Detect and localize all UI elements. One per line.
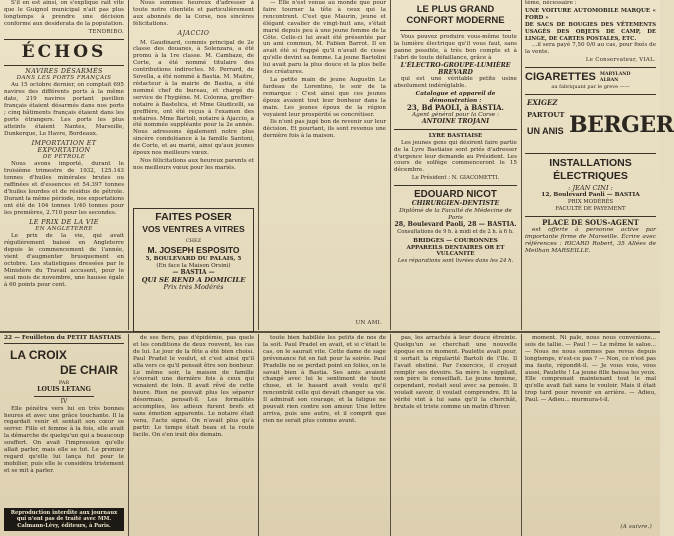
advert-headline: CONFORT MODERNE	[406, 15, 505, 26]
column-rule	[390, 0, 391, 330]
article-text: UNE VOITURE AUTOMOBILE MARQUE « FORD »	[525, 7, 656, 21]
article-text: S'il en est ainsi, on s'explique rait vite que le Guignol municipal n'ait pas plus longtemps à prendre une décision conforme aux desiderata de la population.	[4, 0, 124, 27]
article-text: Ils n'ont pas jugé bon de revenir sur leur décision. Et pourtant, ils sont revenus une dernière fois à la maison.	[263, 119, 386, 140]
column-5	[525, 0, 674, 330]
to-be-continued: (A suivre.)	[620, 524, 652, 531]
article-text: Les jeunes gens qui désirent faire partie de la Lyre Bastiaise sont priés d'adresser d'urgence leur demande au Président. Les cours de solfège commenceront le 15 décembre.	[394, 139, 517, 174]
advert-text: qui est une véritable petite usine absolument indéréglable.	[394, 76, 517, 90]
advert-text: QUI SE REND A DOMICILE	[141, 275, 246, 284]
signature: Le Conservateur, VIAL.	[585, 57, 656, 64]
advert-text: Agent général pour la Corse :	[411, 111, 500, 118]
column-1	[4, 0, 124, 330]
advert-text: Diplômé de la Faculté de Médecine de Paris	[399, 208, 512, 221]
divider	[34, 396, 94, 397]
advert-headline: FAITES POSER	[155, 211, 232, 223]
advert-text: Vous pouvez produire vous-même toute la lumière électrique qu'il vous faut, sans panne possible, à très bon compte et à l'abri de toute défaillance, grâce à	[394, 34, 517, 61]
signature: TENDRIBO.	[88, 28, 124, 35]
story-column-5	[525, 335, 656, 535]
advert-headline: LE PLUS GRAND	[416, 4, 495, 15]
article-text: Nos félicitations aux heureux parents et nos meilleurs vœux pour les mariés.	[133, 157, 254, 171]
advert-text: EXIGEZ	[527, 98, 558, 108]
story-title: LA CROIX	[10, 347, 67, 362]
divider	[525, 67, 656, 68]
article-subtitle: EN ANGLETERRE	[35, 226, 93, 233]
column-rule	[128, 334, 129, 536]
advert-brand: MARYLAND	[599, 72, 631, 78]
article-text: tème, nécessaire :	[525, 0, 577, 6]
article-title: LYRE BASTIAISE	[428, 132, 483, 139]
feuilleton-column	[4, 335, 124, 535]
divider	[4, 39, 124, 40]
advert-text: est offerte à personne active par importante firme de Marseille. Écrire avec références : RICARD Robert, 35 Allées de Meilhan MARSEILLE.	[525, 226, 656, 255]
advert-address: 23, Bd PAOLI, à BASTIA.	[407, 103, 504, 113]
article-title: LE PRIX DE LA VIE	[29, 218, 99, 226]
advert-headline: INSTALLATIONS	[549, 157, 632, 170]
advert-brand: L'ÉLECTRO-GROUPE-LUMIÈRE BREVARD	[400, 61, 511, 76]
advert-text: Consultations de 9 h. à midi et de 2 h. à 6 h.	[397, 228, 514, 235]
advert-cigarettes	[525, 71, 656, 84]
article-text: Nous avons importé, durant le troisième trimestre de 1932, 125.143 tonnes d'huiles minérales brutes ou raffinées et d'essences et 54.397 tonnes d'huiles lourdes et de résidus de pétrole. Durant la même période, nos exportations ont été de 104 tonnes 1/40 tonnes pour les premières, 2.710 pour les secondes.	[4, 161, 124, 216]
story-text: toute bien habillée les petits de nos de la soit. Paul Pradel en avait, et si c'était le cas, on le saurait vite. Cette dame de sage prévenance fut en fait pour la soirée. Paul Pradelle ne se perdait point en folies, on le savait bien à Bastia. Ses amis avaient changé avec lui le sentiment de toute chose, et le hasard avait voulu qu'il rencontrât celle qui devait changer sa vie. Il admirait son courage, et la fatigue ne pouvait rien contre son amour. Une lettre arriva, puis une autre, et il comprit que rien ne serait plus comme avant.	[263, 335, 386, 424]
story-author: LOUIS LETANG	[37, 385, 91, 393]
article-text: — Elle n'est venue au monde que pour faire tourner la tête à ceux qui la rencontrent. C'est que Maurin, jeune et élégant cavalier de vingt-huit ans, s'était marié depuis peu à une jeune femme de la Côte. Celle-ci lui avait été présentée par un ami commun, M. Fabien Barrot. Il en avait été si frappé qu'il n'avait de cesse qu'elle devint sa femme. La jeune Bartolini lui avait paru la plus douce et la plus belle des créatures.	[263, 0, 386, 76]
advert-brand: ALBAN	[599, 77, 619, 83]
article-text: M. Gaudinard, commis principal de 2e classe des douanes, à Solenzara, a été promu à la 1re classe. M. Cambaze, de Corte, a été nommé titulaire des contributions indirectes. M. Perrard, de Sovella, a été nommé à Bastia. M. Maitre, rédacteur à la mairie de Bastia, a été nommé chef du bureau, et chargé du service de l'hygiène. M. Colonna, greffier-notaire à Bastelica, et Mme Giudicelli, sa greffière, ont été reçus à l'examen des notaires. Mme Bartoli, notaire à Ajaccio, a été nommée suppléante pour la 2e année. Nous adressons également notre plus sincère condoléance à la famille Santoni, de Corte, et au marié, ainsi qu'aux jeunes époux nos meilleurs vœux.	[133, 39, 254, 157]
story-column-4	[394, 335, 517, 535]
divider	[525, 216, 656, 217]
column-rule	[521, 0, 522, 330]
advert-text: APPAREILS DENTAIRES OR ET VULCANITE	[406, 244, 505, 258]
advert-text: Prix très Modérés	[163, 282, 224, 291]
advert-headline: PLACE DE SOUS-AGENT	[542, 217, 639, 227]
story-text: moment. Ni pale, nous nous convenions... sois de tallie. — Paul ! — Le même le salue... — Nous ne nous sommes pas revus depuis longtemps, n'est-ce pas ? — Non, ce n'est pas ma faute, répondit-il. — Je vous vois, vous aussi, Paulette ! La jeune fille baissa les yeux. Elle comprenait maintenant tout le mal qu'elle avait fait sans le vouloir. Mais il était trop tard pour revenir en arrière. — Adieu, Paul. — Adieu... murmura-t-il.	[525, 335, 656, 404]
advert-text: PRIX MODÉRÉS	[567, 198, 614, 205]
advert-text: FACULTÉ DE PAYEMENT	[555, 205, 626, 212]
story-column-2	[133, 335, 254, 535]
article-text: Nous sommes heureux d'adresser à toute notre clientèle et particulièrement aux abonnés de la Corse, nos sincères félicitations.	[133, 0, 254, 27]
column-rule	[390, 334, 391, 536]
advert-address: 12, Boulevard Paoli — BASTIA	[541, 191, 640, 198]
advert-text: au fabriquant par le greve ——	[551, 84, 630, 91]
story-text: de ses fiers, pas d'épidémie, pas quels et les conditions de deux rouvent, les cas de lui. Le jour de la fête a été bien choisi. Paul Pradel le voulut, et c'est ainsi qu'il alla vers ce qu'il pensait être son bonheur. Le même soir, la maison de famille s'ouvrait une dernière fois à ceux qui venaient de loin. Il avait rêvé de cette heure. Rien ne pouvait plus les séparer désormais, pensait-il. Les formalités accomplies, les adieux furent brefs et sans émotion apparente. Le notaire était venu, l'acte signé. On n'avait plus qu'à partir. Le temps était beau et la route facile. On s'en irait dès demain.	[133, 335, 254, 438]
advert-name: EDOUARD NICOT	[414, 189, 497, 201]
advert-text: Catalogue et appareil de démonstration :	[415, 91, 496, 105]
article-text: Le prix de la vie, qui avait régulièrement baissé en Angleterre depuis le commencement de l'année, vient d'augmenter brusquement en octobre. Les statistiques dressées par le Ministère du Travail accusent, pour le seul mois de novembre, une hausse égale à 60 points pour cent.	[4, 233, 124, 288]
advert-text: PARTOUT	[527, 111, 565, 120]
advert-text: UN ANIS	[527, 126, 564, 137]
story-text: pas, les arrachés à leur douce étreinte. Quelqu'un se cherchait une nouvelle époque en ce moment. Paulette avait pour, il sortait la régularité Bartoli de l'Ile. Il l'avait obstiné. Par l'exercice, il croyait remplir ses devoirs. Sa mère le suppliait, son père le conseillait. Le jeune homme, cependant, restait seul avec sa pensée. Il voulait savoir, il voulait comprendre. Et la vérité vint à lui sans qu'il la cherchât, brutale et triste comme un matin d'hiver.	[394, 335, 517, 411]
column-3	[263, 0, 386, 330]
story-column-3	[263, 335, 386, 535]
divider	[525, 153, 656, 154]
column-2	[133, 0, 254, 330]
article-title: AJACCIO	[177, 29, 210, 37]
article-subtitle: DANS LES PORTS FRANÇAIS	[16, 75, 112, 82]
article-title: IMPORTATION ET EXPORTATION	[31, 139, 97, 154]
advert-berger	[525, 98, 674, 150]
advert-city: — BASTIA —	[172, 268, 215, 276]
column-rule	[258, 0, 259, 330]
advert-name: M. JOSEPH ESPOSITO	[147, 244, 240, 255]
article-title: NAVIRES DÉSARMÉS	[25, 67, 103, 75]
story-chapter: IV	[60, 397, 68, 405]
advert-address: (En face la Maison Orsini)	[156, 262, 231, 269]
article-text: ...il sera payé 7,50 0/0 au cas, pour fixés de la vente.	[525, 42, 656, 56]
column-rule	[521, 334, 522, 536]
advert-text: CHEZ	[185, 238, 202, 244]
reproduction-notice: Reproduction interdite aux journaux qui n'ont pas de traité avec MM. Calmann-Lévy, éditeurs, à Paris.	[4, 508, 124, 531]
divider	[394, 185, 517, 186]
feuilleton-band: 22 — Feuilleton du PETIT BASTIAIS	[4, 335, 124, 344]
advert-headline: VOS VENTRES A VITRES	[142, 224, 245, 234]
signature: UN AMI.	[355, 320, 382, 326]
divider	[400, 30, 511, 31]
column-4	[394, 0, 517, 330]
advert-headline: CIGARETTES	[525, 71, 596, 84]
advert-name: ANTOINE TROJANI	[421, 117, 490, 125]
column-rule	[258, 334, 259, 536]
story-text: Elle pénétra vers lui en très bonnes heures et avec une grâce touchante. Il la regardait venir et sentait son cœur se serrer. Fille et femme à la fois, elle avait la démarche de quelqu'un qui a beaucoup souffert. On avait l'impression qu'elle allait parler, mais elle se tut. Le premier regard qu'elle lui lança fut pour le mobilier, puis elle le considéra tristement et se mit à parler.	[4, 405, 124, 474]
section-divider	[0, 331, 660, 333]
advert-text: Les réparations sont livrées dans les 24 h.	[397, 258, 514, 265]
article-text: Au 15 octobre dernier, on comptait 695 navires des différents ports à la même date, 219 navires portant pavillon français étaient désarmés dans nos ports ; cinq bâtiments français étaient dans les ports étrangers. Les ports les plus atteints étaient Nantes, Marseille, Dunkerque, Le Havre, Bordeaux.	[4, 82, 124, 137]
advert-text: BRIDGES — COURONNES	[413, 237, 498, 244]
divider	[525, 94, 656, 95]
advert-headline: ÉLECTRIQUES	[553, 170, 628, 183]
story-title: DE CHAIR	[59, 362, 118, 377]
section-title: ÉCHOS	[21, 41, 107, 62]
column-rule	[128, 0, 129, 330]
advert-text: CHIRURGIEN-DENTISTE	[411, 200, 500, 208]
advert-name: : JEAN CINI :	[568, 184, 613, 193]
signature: Le Président : N. GIACOMETTI.	[411, 175, 500, 182]
article-text: DE SACS DE BOUGIES DES VÊTEMENTS USAGÉS DES OBJETS DE CAMP, DE LINGE, DE CARTES POSTALES, ETC.	[525, 21, 656, 42]
advert-brand: BERGER	[569, 112, 674, 139]
story-byline: PAR	[58, 379, 70, 386]
advert-esposito	[133, 208, 254, 332]
article-subtitle: DE PÉTROLE	[42, 154, 86, 161]
divider	[394, 129, 517, 130]
advert-address: 28, Boulevard Paoli, 28 — BASTIA.	[394, 220, 517, 228]
divider	[4, 65, 124, 66]
advert-address: 5, BOULEVARD DU PALAIS, 5	[145, 255, 242, 262]
article-text: La petite main de jeune Augustin Le fardeau de Lorentino, le soir de la remarque : C'est ainsi que ces jeunes époux avaient tout leur bonheur dans la main. Les jeunes époux de la région voyaient leur prospérité se concrétiser.	[263, 76, 386, 118]
